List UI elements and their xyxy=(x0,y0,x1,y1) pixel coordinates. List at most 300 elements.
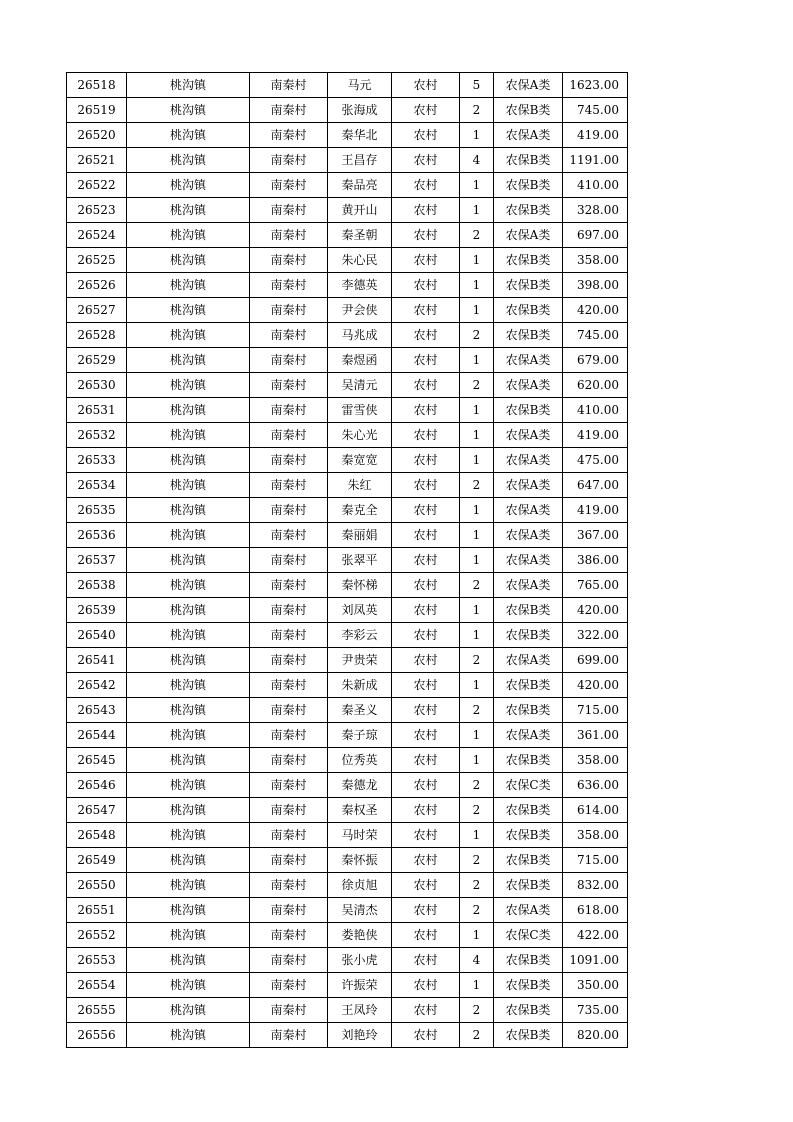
household-type-cell: 农村 xyxy=(392,298,460,323)
village-cell: 南秦村 xyxy=(250,248,328,273)
town-cell: 桃沟镇 xyxy=(127,648,250,673)
household-type-cell: 农村 xyxy=(392,748,460,773)
name-cell: 张海成 xyxy=(328,98,392,123)
insurance-category-cell: 农保B类 xyxy=(494,798,563,823)
record-id-cell: 26525 xyxy=(67,248,127,273)
record-id-cell: 26553 xyxy=(67,948,127,973)
record-id-cell: 26555 xyxy=(67,998,127,1023)
amount-cell: 679.00 xyxy=(563,348,628,373)
town-cell: 桃沟镇 xyxy=(127,148,250,173)
town-cell: 桃沟镇 xyxy=(127,773,250,798)
member-count-cell: 2 xyxy=(460,898,494,923)
town-cell: 桃沟镇 xyxy=(127,323,250,348)
amount-cell: 419.00 xyxy=(563,423,628,448)
name-cell: 朱红 xyxy=(328,473,392,498)
table-row xyxy=(67,298,628,323)
household-type-cell: 农村 xyxy=(392,73,460,98)
table-row xyxy=(67,123,628,148)
table-row xyxy=(67,148,628,173)
table-row xyxy=(67,198,628,223)
household-type-cell: 农村 xyxy=(392,673,460,698)
record-id-cell: 26528 xyxy=(67,323,127,348)
household-type-cell: 农村 xyxy=(392,448,460,473)
record-id-cell: 26523 xyxy=(67,198,127,223)
town-cell: 桃沟镇 xyxy=(127,798,250,823)
table-row xyxy=(67,823,628,848)
amount-cell: 647.00 xyxy=(563,473,628,498)
amount-cell: 398.00 xyxy=(563,273,628,298)
name-cell: 秦圣朝 xyxy=(328,223,392,248)
member-count-cell: 2 xyxy=(460,798,494,823)
record-id-cell: 26519 xyxy=(67,98,127,123)
name-cell: 秦权圣 xyxy=(328,798,392,823)
household-type-cell: 农村 xyxy=(392,548,460,573)
household-type-cell: 农村 xyxy=(392,148,460,173)
amount-cell: 420.00 xyxy=(563,598,628,623)
town-cell: 桃沟镇 xyxy=(127,498,250,523)
record-id-cell: 26547 xyxy=(67,798,127,823)
town-cell: 桃沟镇 xyxy=(127,823,250,848)
household-type-cell: 农村 xyxy=(392,973,460,998)
member-count-cell: 1 xyxy=(460,498,494,523)
table-row xyxy=(67,98,628,123)
member-count-cell: 4 xyxy=(460,148,494,173)
insurance-category-cell: 农保B类 xyxy=(494,623,563,648)
town-cell: 桃沟镇 xyxy=(127,198,250,223)
name-cell: 马元 xyxy=(328,73,392,98)
table-row xyxy=(67,373,628,398)
amount-cell: 361.00 xyxy=(563,723,628,748)
insurance-category-cell: 农保B类 xyxy=(494,173,563,198)
amount-cell: 420.00 xyxy=(563,673,628,698)
village-cell: 南秦村 xyxy=(250,398,328,423)
household-type-cell: 农村 xyxy=(392,523,460,548)
amount-cell: 350.00 xyxy=(563,973,628,998)
insurance-category-cell: 农保B类 xyxy=(494,973,563,998)
village-cell: 南秦村 xyxy=(250,673,328,698)
village-cell: 南秦村 xyxy=(250,598,328,623)
household-type-cell: 农村 xyxy=(392,1023,460,1048)
member-count-cell: 1 xyxy=(460,923,494,948)
member-count-cell: 2 xyxy=(460,223,494,248)
member-count-cell: 2 xyxy=(460,873,494,898)
household-type-cell: 农村 xyxy=(392,873,460,898)
insurance-category-cell: 农保A类 xyxy=(494,123,563,148)
amount-cell: 1623.00 xyxy=(563,73,628,98)
village-cell: 南秦村 xyxy=(250,73,328,98)
town-cell: 桃沟镇 xyxy=(127,173,250,198)
household-type-cell: 农村 xyxy=(392,948,460,973)
town-cell: 桃沟镇 xyxy=(127,73,250,98)
insurance-category-cell: 农保A类 xyxy=(494,573,563,598)
table-row xyxy=(67,673,628,698)
town-cell: 桃沟镇 xyxy=(127,423,250,448)
insurance-category-cell: 农保A类 xyxy=(494,448,563,473)
town-cell: 桃沟镇 xyxy=(127,923,250,948)
name-cell: 秦煜函 xyxy=(328,348,392,373)
member-count-cell: 5 xyxy=(460,73,494,98)
member-count-cell: 1 xyxy=(460,123,494,148)
name-cell: 许振荣 xyxy=(328,973,392,998)
household-type-cell: 农村 xyxy=(392,223,460,248)
table-row xyxy=(67,498,628,523)
amount-cell: 697.00 xyxy=(563,223,628,248)
amount-cell: 618.00 xyxy=(563,898,628,923)
household-type-cell: 农村 xyxy=(392,273,460,298)
village-cell: 南秦村 xyxy=(250,298,328,323)
village-cell: 南秦村 xyxy=(250,823,328,848)
amount-cell: 410.00 xyxy=(563,398,628,423)
town-cell: 桃沟镇 xyxy=(127,273,250,298)
member-count-cell: 1 xyxy=(460,198,494,223)
insurance-category-cell: 农保B类 xyxy=(494,673,563,698)
name-cell: 雷雪侠 xyxy=(328,398,392,423)
village-cell: 南秦村 xyxy=(250,798,328,823)
village-cell: 南秦村 xyxy=(250,423,328,448)
table-row xyxy=(67,223,628,248)
record-id-cell: 26541 xyxy=(67,648,127,673)
insurance-category-cell: 农保A类 xyxy=(494,498,563,523)
table-row xyxy=(67,748,628,773)
member-count-cell: 1 xyxy=(460,423,494,448)
name-cell: 徐贞旭 xyxy=(328,873,392,898)
household-type-cell: 农村 xyxy=(392,473,460,498)
record-id-cell: 26537 xyxy=(67,548,127,573)
member-count-cell: 2 xyxy=(460,648,494,673)
town-cell: 桃沟镇 xyxy=(127,348,250,373)
insurance-category-cell: 农保C类 xyxy=(494,773,563,798)
household-type-cell: 农村 xyxy=(392,773,460,798)
village-cell: 南秦村 xyxy=(250,448,328,473)
household-type-cell: 农村 xyxy=(392,823,460,848)
record-id-cell: 26543 xyxy=(67,698,127,723)
name-cell: 尹贵荣 xyxy=(328,648,392,673)
record-id-cell: 26521 xyxy=(67,148,127,173)
table-row xyxy=(67,423,628,448)
table-row xyxy=(67,798,628,823)
village-cell: 南秦村 xyxy=(250,923,328,948)
member-count-cell: 1 xyxy=(460,523,494,548)
amount-cell: 745.00 xyxy=(563,98,628,123)
insurance-category-cell: 农保C类 xyxy=(494,923,563,948)
name-cell: 王凤玲 xyxy=(328,998,392,1023)
record-id-cell: 26533 xyxy=(67,448,127,473)
record-id-cell: 26556 xyxy=(67,1023,127,1048)
name-cell: 秦子琼 xyxy=(328,723,392,748)
insurance-category-cell: 农保B类 xyxy=(494,873,563,898)
amount-cell: 614.00 xyxy=(563,798,628,823)
record-id-cell: 26527 xyxy=(67,298,127,323)
table-row xyxy=(67,473,628,498)
member-count-cell: 2 xyxy=(460,473,494,498)
insurance-category-cell: 农保B类 xyxy=(494,848,563,873)
insurance-category-cell: 农保A类 xyxy=(494,523,563,548)
record-id-cell: 26540 xyxy=(67,623,127,648)
household-type-cell: 农村 xyxy=(392,123,460,148)
town-cell: 桃沟镇 xyxy=(127,298,250,323)
table-row xyxy=(67,248,628,273)
name-cell: 马时荣 xyxy=(328,823,392,848)
member-count-cell: 1 xyxy=(460,248,494,273)
village-cell: 南秦村 xyxy=(250,148,328,173)
member-count-cell: 1 xyxy=(460,598,494,623)
village-cell: 南秦村 xyxy=(250,723,328,748)
insurance-category-cell: 农保B类 xyxy=(494,998,563,1023)
member-count-cell: 1 xyxy=(460,448,494,473)
table-row xyxy=(67,648,628,673)
member-count-cell: 4 xyxy=(460,948,494,973)
record-id-cell: 26520 xyxy=(67,123,127,148)
member-count-cell: 1 xyxy=(460,398,494,423)
village-cell: 南秦村 xyxy=(250,373,328,398)
record-id-cell: 26522 xyxy=(67,173,127,198)
village-cell: 南秦村 xyxy=(250,698,328,723)
insurance-category-cell: 农保A类 xyxy=(494,348,563,373)
village-cell: 南秦村 xyxy=(250,873,328,898)
table-row xyxy=(67,448,628,473)
name-cell: 王昌存 xyxy=(328,148,392,173)
member-count-cell: 2 xyxy=(460,773,494,798)
amount-cell: 765.00 xyxy=(563,573,628,598)
name-cell: 秦华北 xyxy=(328,123,392,148)
village-cell: 南秦村 xyxy=(250,223,328,248)
insurance-category-cell: 农保B类 xyxy=(494,273,563,298)
amount-cell: 358.00 xyxy=(563,248,628,273)
name-cell: 秦丽娟 xyxy=(328,523,392,548)
insurance-category-cell: 农保A类 xyxy=(494,548,563,573)
household-type-cell: 农村 xyxy=(392,98,460,123)
insurance-category-cell: 农保A类 xyxy=(494,648,563,673)
town-cell: 桃沟镇 xyxy=(127,1023,250,1048)
table-row xyxy=(67,548,628,573)
village-cell: 南秦村 xyxy=(250,548,328,573)
town-cell: 桃沟镇 xyxy=(127,623,250,648)
village-cell: 南秦村 xyxy=(250,848,328,873)
name-cell: 位秀英 xyxy=(328,748,392,773)
table-body xyxy=(67,73,628,1048)
insurance-category-cell: 农保A类 xyxy=(494,73,563,98)
table-row xyxy=(67,623,628,648)
member-count-cell: 1 xyxy=(460,823,494,848)
member-count-cell: 1 xyxy=(460,973,494,998)
table-row xyxy=(67,923,628,948)
member-count-cell: 1 xyxy=(460,348,494,373)
household-type-cell: 农村 xyxy=(392,798,460,823)
amount-cell: 1091.00 xyxy=(563,948,628,973)
amount-cell: 367.00 xyxy=(563,523,628,548)
town-cell: 桃沟镇 xyxy=(127,998,250,1023)
name-cell: 秦宽宽 xyxy=(328,448,392,473)
record-id-cell: 26534 xyxy=(67,473,127,498)
insurance-category-cell: 农保B类 xyxy=(494,323,563,348)
table-row xyxy=(67,173,628,198)
name-cell: 朱心民 xyxy=(328,248,392,273)
name-cell: 吴清元 xyxy=(328,373,392,398)
household-type-cell: 农村 xyxy=(392,323,460,348)
insurance-category-cell: 农保B类 xyxy=(494,698,563,723)
member-count-cell: 1 xyxy=(460,173,494,198)
name-cell: 娄艳侠 xyxy=(328,923,392,948)
record-id-cell: 26518 xyxy=(67,73,127,98)
town-cell: 桃沟镇 xyxy=(127,748,250,773)
village-cell: 南秦村 xyxy=(250,123,328,148)
member-count-cell: 2 xyxy=(460,98,494,123)
household-type-cell: 农村 xyxy=(392,423,460,448)
town-cell: 桃沟镇 xyxy=(127,398,250,423)
record-id-cell: 26529 xyxy=(67,348,127,373)
record-id-cell: 26531 xyxy=(67,398,127,423)
record-id-cell: 26524 xyxy=(67,223,127,248)
member-count-cell: 1 xyxy=(460,623,494,648)
table-row xyxy=(67,573,628,598)
record-id-cell: 26549 xyxy=(67,848,127,873)
household-type-cell: 农村 xyxy=(392,398,460,423)
household-type-cell: 农村 xyxy=(392,173,460,198)
household-type-cell: 农村 xyxy=(392,198,460,223)
table-row xyxy=(67,273,628,298)
town-cell: 桃沟镇 xyxy=(127,98,250,123)
member-count-cell: 2 xyxy=(460,323,494,348)
household-type-cell: 农村 xyxy=(392,623,460,648)
name-cell: 马兆成 xyxy=(328,323,392,348)
insurance-category-cell: 农保A类 xyxy=(494,223,563,248)
record-id-cell: 26548 xyxy=(67,823,127,848)
name-cell: 张翠平 xyxy=(328,548,392,573)
household-type-cell: 农村 xyxy=(392,598,460,623)
table-row xyxy=(67,873,628,898)
amount-cell: 636.00 xyxy=(563,773,628,798)
village-cell: 南秦村 xyxy=(250,473,328,498)
household-type-cell: 农村 xyxy=(392,848,460,873)
amount-cell: 715.00 xyxy=(563,848,628,873)
village-cell: 南秦村 xyxy=(250,573,328,598)
amount-cell: 419.00 xyxy=(563,498,628,523)
name-cell: 秦德龙 xyxy=(328,773,392,798)
amount-cell: 420.00 xyxy=(563,298,628,323)
insurance-category-cell: 农保A类 xyxy=(494,723,563,748)
town-cell: 桃沟镇 xyxy=(127,473,250,498)
insurance-category-cell: 农保B类 xyxy=(494,598,563,623)
amount-cell: 410.00 xyxy=(563,173,628,198)
member-count-cell: 1 xyxy=(460,548,494,573)
town-cell: 桃沟镇 xyxy=(127,973,250,998)
insurance-category-cell: 农保B类 xyxy=(494,198,563,223)
village-cell: 南秦村 xyxy=(250,948,328,973)
table-row xyxy=(67,948,628,973)
household-type-cell: 农村 xyxy=(392,723,460,748)
insurance-category-cell: 农保B类 xyxy=(494,298,563,323)
household-type-cell: 农村 xyxy=(392,348,460,373)
village-cell: 南秦村 xyxy=(250,323,328,348)
member-count-cell: 2 xyxy=(460,998,494,1023)
table-row xyxy=(67,773,628,798)
record-id-cell: 26532 xyxy=(67,423,127,448)
village-cell: 南秦村 xyxy=(250,773,328,798)
insurance-category-cell: 农保B类 xyxy=(494,248,563,273)
table-row xyxy=(67,1023,628,1048)
name-cell: 黄开山 xyxy=(328,198,392,223)
town-cell: 桃沟镇 xyxy=(127,898,250,923)
village-cell: 南秦村 xyxy=(250,748,328,773)
table-row xyxy=(67,973,628,998)
member-count-cell: 2 xyxy=(460,573,494,598)
amount-cell: 386.00 xyxy=(563,548,628,573)
record-id-cell: 26538 xyxy=(67,573,127,598)
amount-cell: 745.00 xyxy=(563,323,628,348)
table-row xyxy=(67,723,628,748)
town-cell: 桃沟镇 xyxy=(127,448,250,473)
village-cell: 南秦村 xyxy=(250,1023,328,1048)
village-cell: 南秦村 xyxy=(250,973,328,998)
household-type-cell: 农村 xyxy=(392,498,460,523)
town-cell: 桃沟镇 xyxy=(127,848,250,873)
town-cell: 桃沟镇 xyxy=(127,523,250,548)
record-id-cell: 26546 xyxy=(67,773,127,798)
record-id-cell: 26530 xyxy=(67,373,127,398)
name-cell: 秦怀梯 xyxy=(328,573,392,598)
table-row xyxy=(67,523,628,548)
record-id-cell: 26536 xyxy=(67,523,127,548)
town-cell: 桃沟镇 xyxy=(127,698,250,723)
amount-cell: 715.00 xyxy=(563,698,628,723)
member-count-cell: 2 xyxy=(460,1023,494,1048)
name-cell: 李彩云 xyxy=(328,623,392,648)
town-cell: 桃沟镇 xyxy=(127,373,250,398)
village-cell: 南秦村 xyxy=(250,898,328,923)
table-row xyxy=(67,998,628,1023)
household-type-cell: 农村 xyxy=(392,373,460,398)
household-type-cell: 农村 xyxy=(392,248,460,273)
insurance-category-cell: 农保A类 xyxy=(494,898,563,923)
insurance-category-cell: 农保B类 xyxy=(494,748,563,773)
village-cell: 南秦村 xyxy=(250,273,328,298)
name-cell: 吴清杰 xyxy=(328,898,392,923)
member-count-cell: 1 xyxy=(460,748,494,773)
town-cell: 桃沟镇 xyxy=(127,873,250,898)
village-cell: 南秦村 xyxy=(250,648,328,673)
member-count-cell: 1 xyxy=(460,723,494,748)
amount-cell: 328.00 xyxy=(563,198,628,223)
town-cell: 桃沟镇 xyxy=(127,673,250,698)
name-cell: 尹会侠 xyxy=(328,298,392,323)
record-id-cell: 26535 xyxy=(67,498,127,523)
village-cell: 南秦村 xyxy=(250,623,328,648)
household-type-cell: 农村 xyxy=(392,698,460,723)
member-count-cell: 2 xyxy=(460,373,494,398)
town-cell: 桃沟镇 xyxy=(127,723,250,748)
household-type-cell: 农村 xyxy=(392,923,460,948)
table-row xyxy=(67,598,628,623)
record-id-cell: 26539 xyxy=(67,598,127,623)
amount-cell: 475.00 xyxy=(563,448,628,473)
amount-cell: 820.00 xyxy=(563,1023,628,1048)
member-count-cell: 2 xyxy=(460,698,494,723)
amount-cell: 620.00 xyxy=(563,373,628,398)
data-table xyxy=(66,72,628,1048)
table-row xyxy=(67,73,628,98)
table-row xyxy=(67,698,628,723)
name-cell: 刘凤英 xyxy=(328,598,392,623)
town-cell: 桃沟镇 xyxy=(127,948,250,973)
town-cell: 桃沟镇 xyxy=(127,548,250,573)
town-cell: 桃沟镇 xyxy=(127,573,250,598)
household-type-cell: 农村 xyxy=(392,998,460,1023)
village-cell: 南秦村 xyxy=(250,173,328,198)
amount-cell: 419.00 xyxy=(563,123,628,148)
village-cell: 南秦村 xyxy=(250,348,328,373)
table-row xyxy=(67,323,628,348)
household-type-cell: 农村 xyxy=(392,573,460,598)
